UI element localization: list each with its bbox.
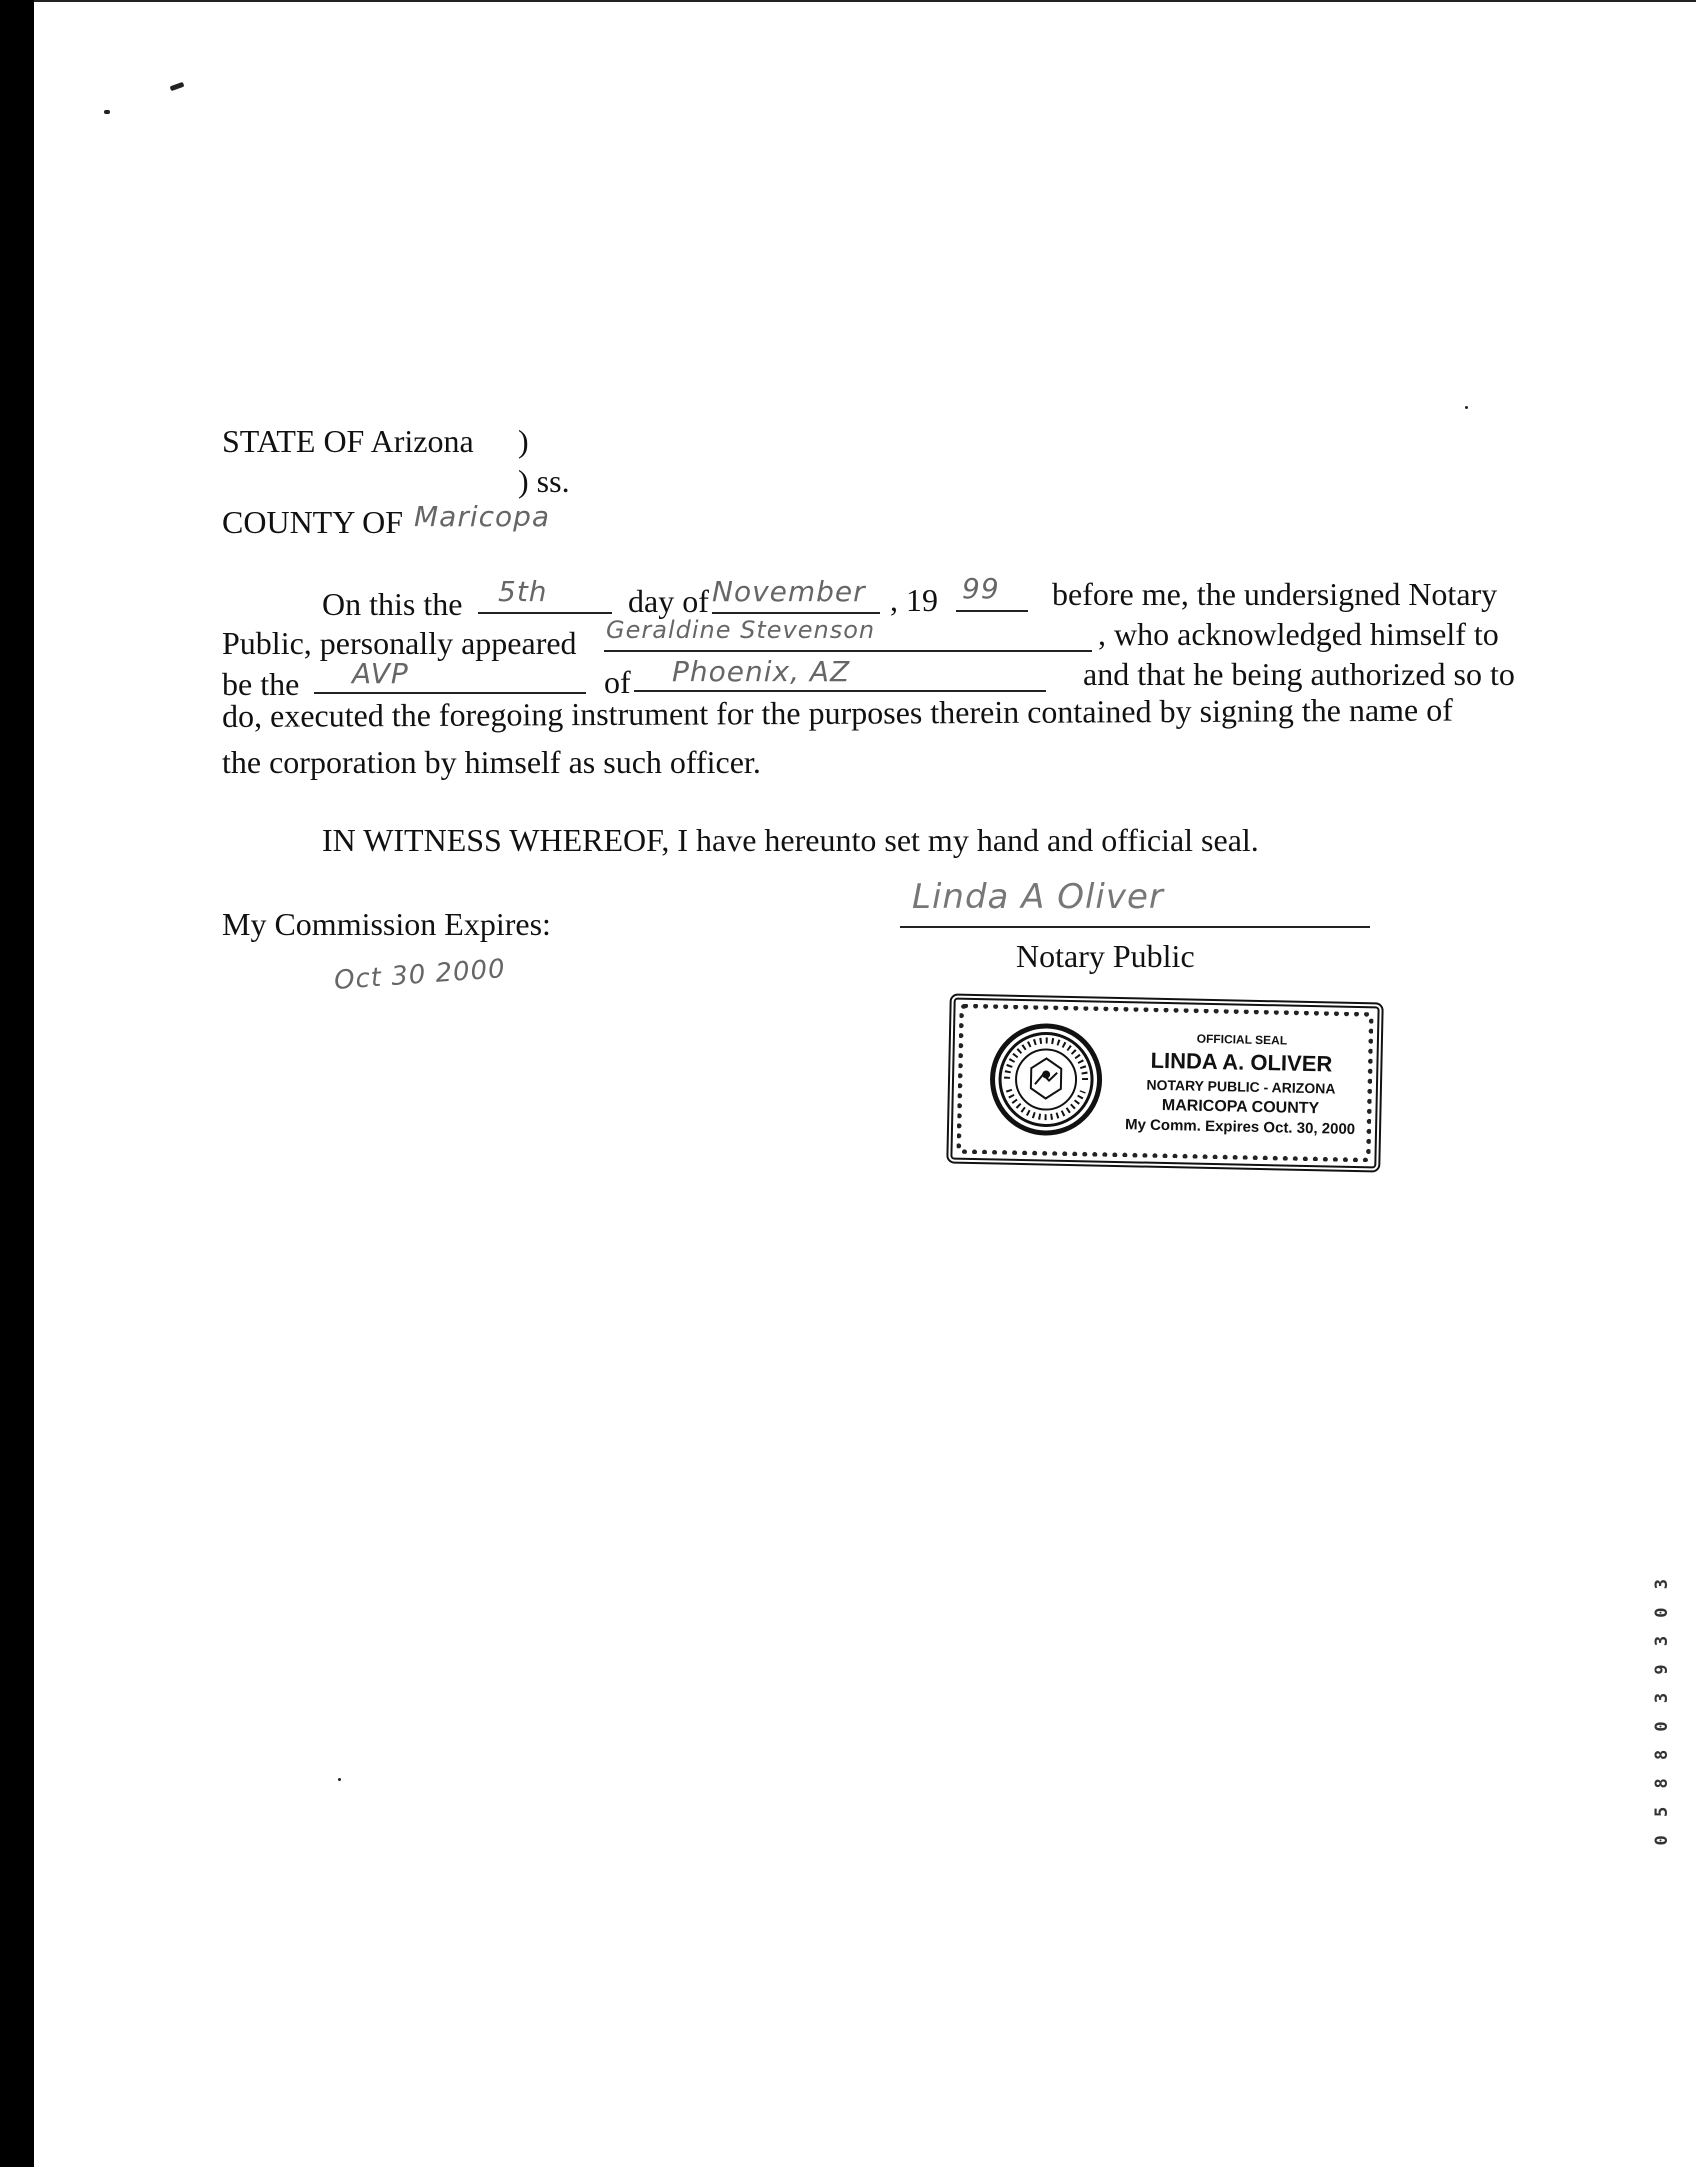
public-appeared-text: Public, personally appeared — [222, 625, 577, 661]
org-handwritten: Phoenix, AZ — [672, 655, 851, 688]
authorized-text: and that he being authorized so to — [1083, 656, 1515, 692]
scan-top-edge — [34, 0, 1696, 2]
person-blank-line — [604, 650, 1092, 652]
seal-name: LINDA A. OLIVER — [1150, 1047, 1333, 1077]
witness-text: IN WITNESS WHEREOF, I have hereunto set my hand and official seal. — [322, 822, 1259, 858]
on-this-the-label: On this the — [322, 586, 463, 622]
signature-line — [900, 926, 1370, 928]
state-paren: ) — [518, 423, 529, 459]
scan-speck — [1465, 406, 1468, 409]
ss-label: ) ss. — [518, 463, 570, 499]
scan-speck — [104, 110, 110, 114]
day-handwritten: 5th — [498, 575, 548, 608]
day-blank-line — [478, 612, 612, 614]
state-seal-icon — [994, 1027, 1098, 1131]
scan-border — [0, 0, 34, 2167]
person-handwritten: Geraldine Stevenson — [606, 616, 876, 644]
notary-public-caption: Notary Public — [1016, 938, 1195, 974]
seal-expiration: My Comm. Expires Oct. 30, 2000 — [1124, 1116, 1356, 1138]
state-label: STATE OF Arizona — [222, 423, 474, 459]
commission-label: My Commission Expires: — [222, 906, 551, 942]
scan-speck — [170, 82, 185, 91]
county-label: COUNTY OF — [222, 504, 404, 540]
scan-speck — [338, 1778, 341, 1781]
who-acknowledged-text: , who acknowledged himself to — [1098, 616, 1499, 652]
margin-scan-marks: 0 5 8 8 0 3 9 3 0 3 — [1652, 1575, 1672, 1846]
before-me-text: before me, the undersigned Notary — [1052, 576, 1498, 612]
county-handwritten: Maricopa — [414, 500, 551, 533]
state-seal-emblem — [989, 1022, 1103, 1136]
seal-title: OFFICIAL SEAL — [1196, 1031, 1288, 1048]
org-blank-line — [634, 690, 1046, 692]
title-handwritten: AVP — [352, 657, 409, 690]
notary-signature: Linda A Oliver — [912, 877, 1164, 917]
year-prefix-label: , 19 — [890, 582, 938, 618]
commission-date-handwritten: Oct 30 2000 — [333, 954, 507, 996]
official-seal-stamp — [946, 993, 1383, 1172]
seal-county: MARICOPA COUNTY — [1161, 1096, 1320, 1118]
year-handwritten: 99 — [962, 572, 1000, 605]
day-of-label: day of — [628, 583, 709, 619]
be-the-label: be the — [222, 666, 300, 702]
seal-notary-arizona: NOTARY PUBLIC - ARIZONA — [1146, 1076, 1336, 1097]
of-label: of — [604, 664, 631, 700]
month-blank-line — [712, 612, 880, 614]
year-blank-line — [956, 610, 1028, 612]
title-blank-line — [314, 692, 586, 694]
paragraph-line-4: do, executed the foregoing instrument for the purposes therein contained by signing the name of — [221, 691, 1453, 734]
paragraph-line-5: the corporation by himself as such officer. — [222, 744, 761, 780]
month-handwritten: November — [712, 575, 866, 608]
